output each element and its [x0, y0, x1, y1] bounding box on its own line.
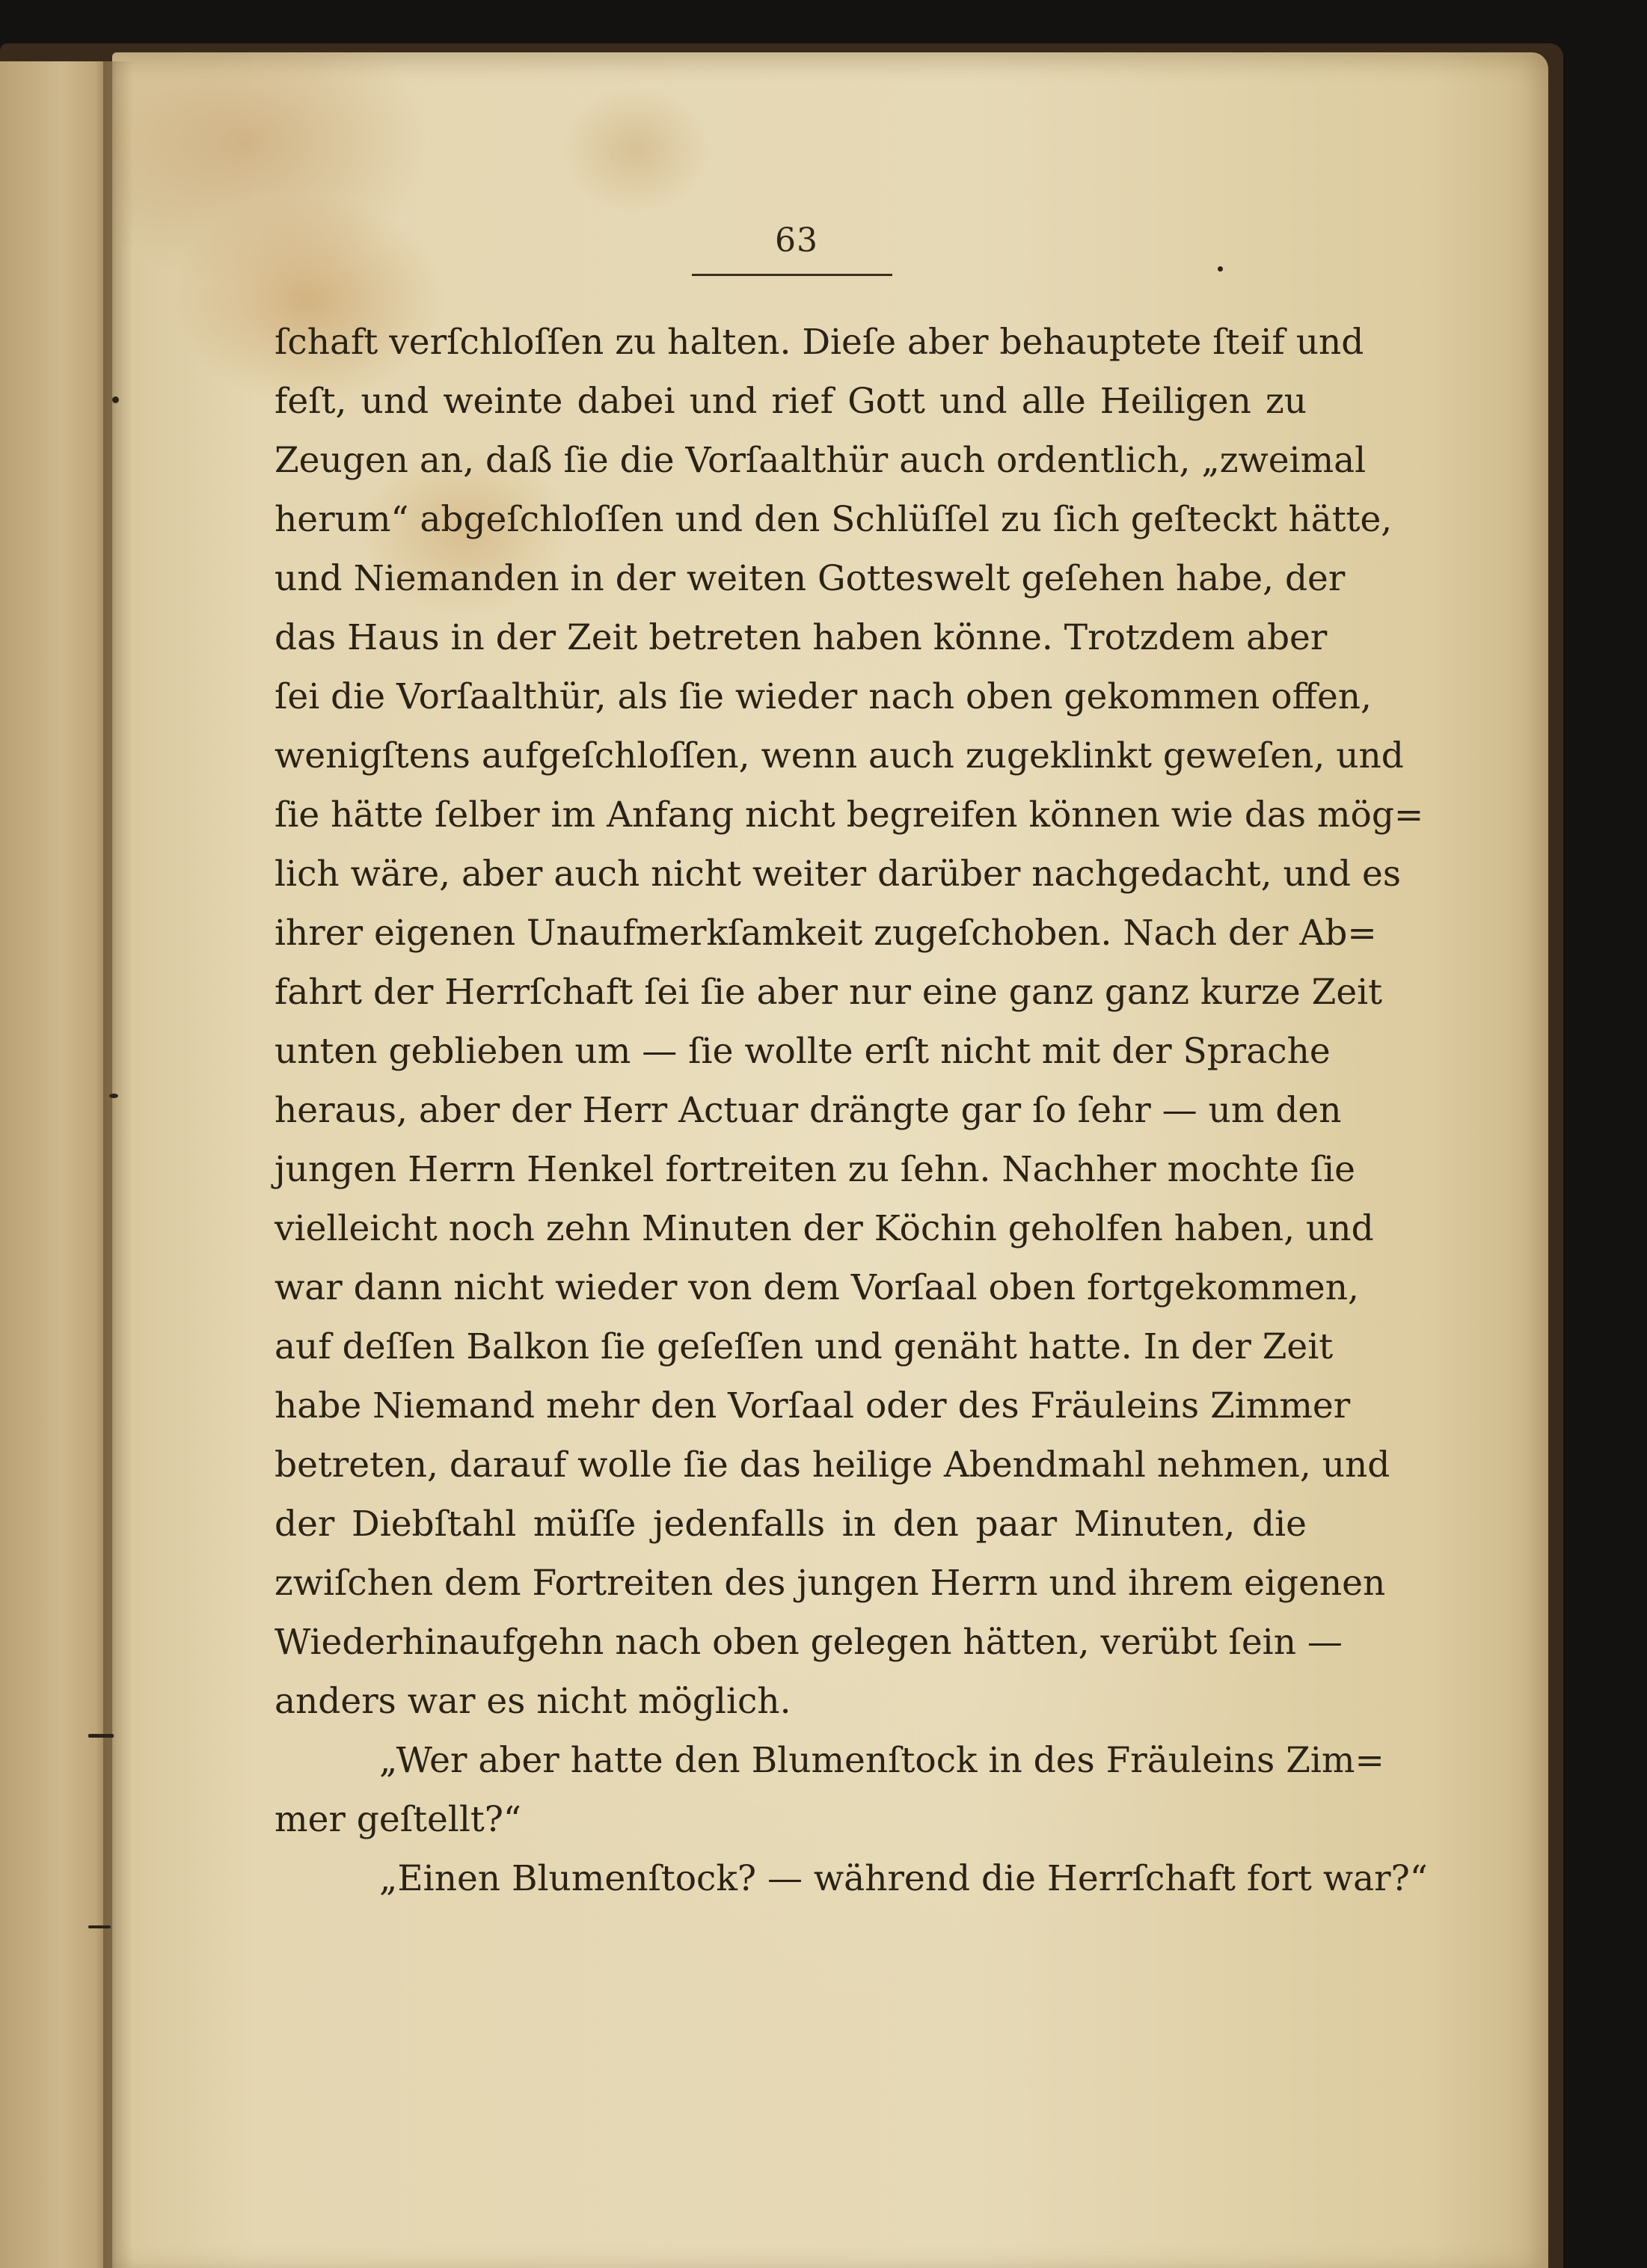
text-line: das Haus in der Zeit betreten haben könne. Trotzdem aber: [274, 617, 1328, 658]
text-line: ſchaft verſchloſſen zu halten. Dieſe aber behauptete ſteif und: [274, 322, 1364, 363]
text-line: war dann nicht wieder von dem Vorſaal oben fortgekommen,: [274, 1267, 1359, 1308]
text-line: der Diebſtahl müſſe jedenfalls in den paar Minuten, die: [274, 1504, 1307, 1545]
text-line: heraus, aber der Herr Actuar drängte gar ſo ſehr — um den: [274, 1090, 1342, 1131]
text-line: ihrer eigenen Unaufmerkſamkeit zugeſchoben. Nach der Ab=: [274, 913, 1377, 954]
page-number: 63: [775, 221, 818, 260]
header-rule: [692, 274, 892, 276]
text-line: auf deſſen Balkon ſie geſeſſen und genäht hatte. In der Zeit: [274, 1326, 1334, 1367]
text-line: jungen Herrn Henkel fortreiten zu ſehn. Nachher mochte ſie: [274, 1149, 1355, 1190]
text-line: und Niemanden in der weiten Gotteswelt geſehen habe, der: [274, 558, 1346, 599]
text-line: Wiederhinaufgehn nach oben gelegen hätten, verübt ſein —: [274, 1622, 1343, 1663]
text-line: anders war es nicht möglich.: [274, 1681, 791, 1722]
text-line: wenigſtens aufgeſchloſſen, wenn auch zugeklinkt geweſen, und: [274, 735, 1404, 776]
margin-mark: [109, 1094, 118, 1098]
text-line: Zeugen an, daß ſie die Vorſaalthür auch ordentlich, „zweimal: [274, 440, 1367, 481]
text-line: unten geblieben um — ſie wollte erſt nicht mit der Sprache: [274, 1031, 1331, 1072]
body-text: [274, 313, 1428, 1908]
text-line: fahrt der Herrſchaft ſei ſie aber nur eine ganz ganz kurze Zeit: [274, 972, 1383, 1013]
margin-mark: [112, 396, 119, 403]
margin-mark: [88, 1734, 114, 1738]
text-line: zwiſchen dem Fortreiten des jungen Herrn und ihrem eigenen: [274, 1563, 1386, 1604]
text-line: mer geſtellt?“: [274, 1799, 521, 1840]
text-line: vielleicht noch zehn Minuten der Köchin geholfen haben, und: [274, 1208, 1374, 1249]
text-line: lich wäre, aber auch nicht weiter darüber nachgedacht, und es: [274, 853, 1401, 895]
book-gutter: [103, 61, 133, 2268]
text-line: ſei die Vorſaalthür, als ſie wieder nach oben gekommen offen,: [274, 676, 1372, 717]
text-line: „Einen Blumenſtock? — während die Herrſchaft fort war?“: [379, 1858, 1428, 1899]
left-page-edge: [0, 61, 112, 2268]
text-line: habe Niemand mehr den Vorſaal oder des Fräuleins Zimmer: [274, 1385, 1351, 1426]
text-line: betreten, darauf wolle ſie das heilige Abendmahl nehmen, und: [274, 1444, 1390, 1486]
margin-mark: [1218, 266, 1223, 272]
text-line: „Wer aber hatte den Blumenſtock in des Fräuleins Zim=: [379, 1740, 1384, 1781]
text-line: feſt, und weinte dabei und rief Gott und alle Heiligen zu: [274, 381, 1307, 422]
margin-mark: [88, 1925, 111, 1928]
text-line: ſie hätte ſelber im Anfang nicht begreifen können wie das mög=: [274, 794, 1424, 836]
text-line: herum“ abgeſchloſſen und den Schlüſſel zu ſich geſteckt hätte,: [274, 499, 1393, 540]
